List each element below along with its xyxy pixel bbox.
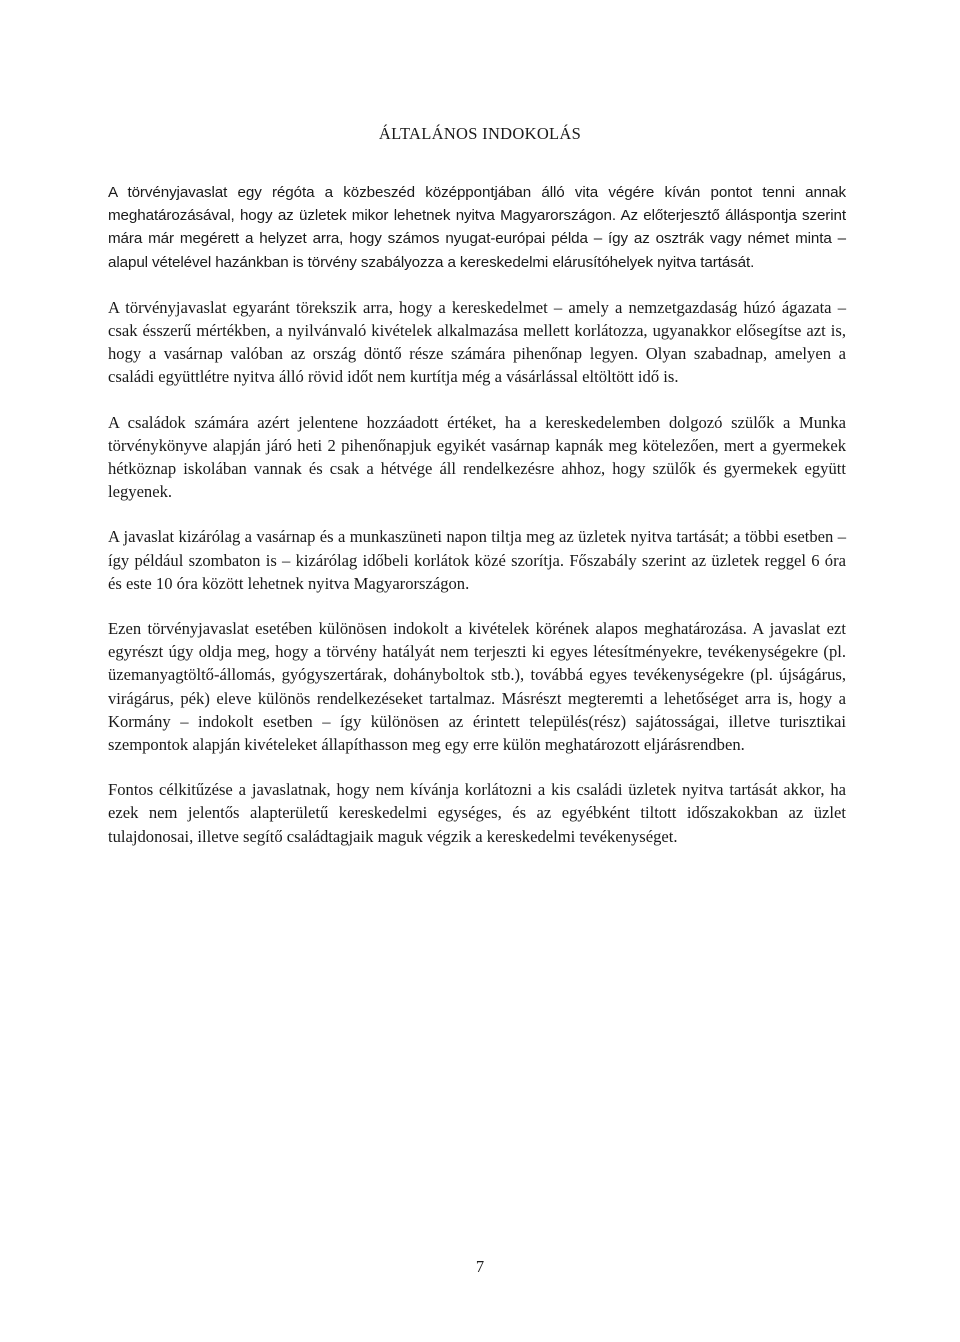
body-text bbox=[108, 181, 846, 870]
section-heading: ÁLTALÁNOS INDOKOLÁS bbox=[378, 124, 582, 143]
paragraph-2: A törvényjavaslat egyaránt törekszik arra, hogy a kereskedelmet – amely a nemzetgazdaság húzó ágazata – csak ésszerű mértékben, a nyilvánvaló kivételek alkalmazása mellett korlátozza, ugyanakkor elősegítse azt is, hogy a vasárnap valóban az ország döntő része számára pihenőnap legyen. Olyan szabadnap, amelyen a családi együttlétre nyitva álló rövid időt nem kurtítja még a vásárlással eltöltött idő is. bbox=[108, 297, 846, 387]
page-number: 7 bbox=[475, 1257, 485, 1276]
paragraph-6: Fontos célkitűzése a javaslatnak, hogy nem kívánja korlátozni a kis családi üzletek nyitva tartását akkor, ha ezek nem jelentős alapterületű kereskedelmi egységes, és az egyébként tiltott időszakokban az üzlet tulajdonosai, illetve segítő családtagjaik maguk végzik a kereskedelmi tevékenységet. bbox=[108, 780, 846, 846]
paragraph-4: A javaslat kizárólag a vasárnap és a munkaszüneti napon tiltja meg az üzletek nyitva tartását; a többi esetben – így például szombaton is – kizárólag időbeli korlátok közé szorítja. Főszabály szerint az üzletek reggel 6 óra és este 10 óra között lehetnek nyitva Magyarországon. bbox=[108, 527, 846, 593]
paragraph-3: A családok számára azért jelentene hozzáadott értéket, ha a kereskedelemben dolgozó szülők a Munka törvénykönyve alapján járó heti 2 pihenőnapjuk egyikét vasárnap kapnák meg kötelezően, mert a gyermekek hétköznap iskolában vannak és csak a hétvége áll rendelkezésre ahhoz, hogy szülők és gyermekek együtt legyenek. bbox=[108, 412, 846, 502]
paragraph-5: Ezen törvényjavaslat esetében különösen indokolt a kivételek körének alapos meghatározása. A javaslat ezt egyrészt úgy oldja meg, hogy a törvény hatályát nem terjeszti ki egyes létesítményekre, tevékenységekre (pl. üzemanyagtöltő-állomás, gyógyszertárak, dohányboltok stb.), továbbá egyes tevékenységekre (pl. újságárus, virágárus, pék) eleve különös rendelkezéseket tartalmaz. Másrészt megteremti a lehetőséget arra is, hogy a Kormány – indokolt esetben – így különösen az érintett település(rész) sajátosságai, illetve turisztikai szempontok alapján kivételeket állapíthasson meg egy erre külön meghatározott eljárásrendben. bbox=[108, 619, 846, 755]
paragraph-1: A törvényjavaslat egy régóta a közbeszéd középpontjában álló vita végére kíván pontot tenni annak meghatározásával, hogy az üzletek mikor lehetnek nyitva Magyarországon. Az előterjesztő álláspontja szerint mára már megérett a helyzet arra, hogy számos nyugat-európai példa – így az osztrák vagy német minta – alapul vételével hazánkban is törvény szabályozza a kereskedelmi elárusítóhelyek nyitva tartását. bbox=[108, 184, 846, 271]
